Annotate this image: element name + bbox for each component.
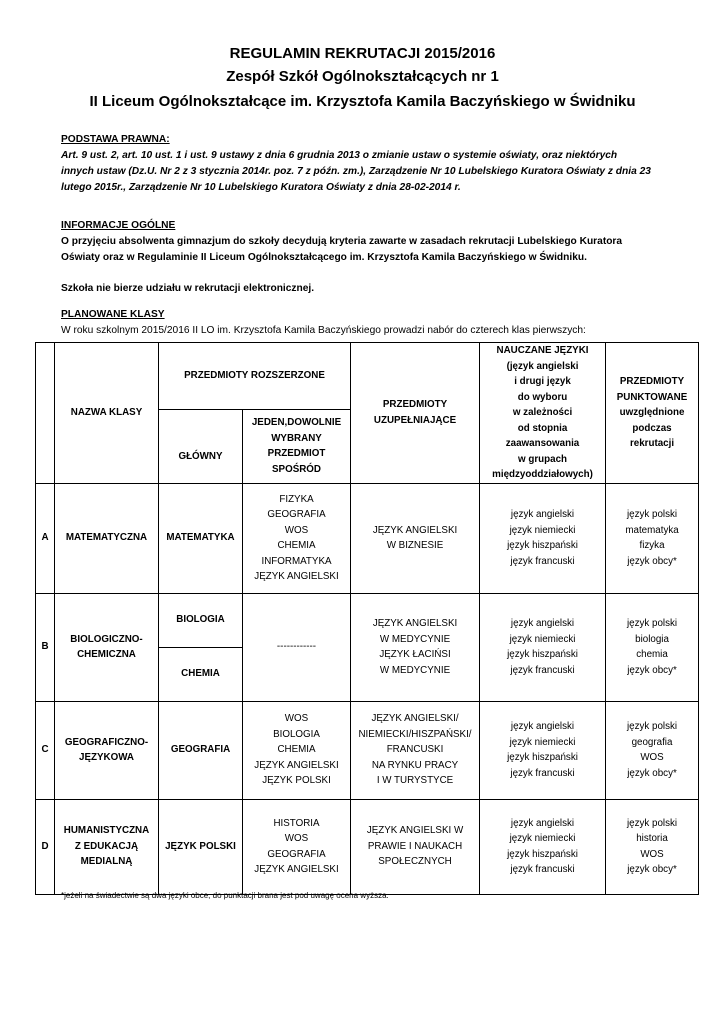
- header-class-name: NAZWA KLASY: [55, 343, 159, 484]
- document-title: REGULAMIN REKRUTACJI 2015/2016: [229, 45, 496, 62]
- class-letter: C: [36, 701, 55, 799]
- electronic-recruitment-note: Szkoła nie bierze udziału w rekrutacji elektronicznej.: [61, 283, 315, 294]
- table-row: [36, 593, 699, 647]
- general-info-line: Oświaty oraz w Regulaminie II Liceum Ogólnokształcącego im. Krzysztofa Kamila Baczyńskiego w Świdniku.: [61, 252, 587, 263]
- school-name: Zespół Szkół Ogólnokształcących nr 1: [226, 68, 499, 85]
- class-name: HUMANISTYCZNA Z EDUKACJĄ MEDIALNĄ: [55, 799, 159, 894]
- liceum-name: II Liceum Ogólnokształcące im. Krzysztofa Kamila Baczyńskiego w Świdniku: [89, 93, 636, 110]
- header-main-subject: GŁÓWNY: [159, 410, 243, 483]
- chosen-subjects: ------------: [243, 593, 351, 701]
- planned-classes-section: [61, 307, 701, 339]
- header-letter-cell: [36, 343, 55, 484]
- general-info-line: O przyjęciu absolwenta gimnazjum do szkoły decydują kryteria zawarte w zasadach rekrutacji Lubelskiego Kuratora: [61, 236, 623, 247]
- legal-basis-section: [61, 132, 661, 196]
- legal-basis-line: lutego 2015r., Zarządzenie Nr 10 Lubelskiego Kuratora Oświaty z dnia 28-02-2014 r.: [61, 182, 461, 193]
- table-row: [36, 799, 699, 894]
- table-row: [36, 701, 699, 799]
- planned-classes-heading: PLANOWANE KLASY: [61, 309, 165, 320]
- general-info-heading: INFORMACJE OGÓLNE: [61, 220, 176, 231]
- chosen-subjects: FIZYKA GEOGRAFIA WOS CHEMIA INFORMATYKA JĘZYK ANGIELSKI: [243, 483, 351, 593]
- class-letter: B: [36, 593, 55, 701]
- legal-basis-heading: PODSTAWA PRAWNA:: [61, 134, 170, 145]
- class-name: BIOLOGICZNO- CHEMICZNA: [55, 593, 159, 701]
- scored-subjects: język polski geografia WOS język obcy*: [606, 701, 699, 799]
- legal-basis-line: Art. 9 ust. 2, art. 10 ust. 1 i ust. 9 ustawy z dnia 6 grudnia 2013 o zmianie ustaw o systemie oświaty, oraz niektórych: [61, 150, 618, 161]
- main-subject: CHEMIA: [159, 647, 243, 701]
- table-row: [36, 483, 699, 593]
- chosen-subjects: HISTORIA WOS GEOGRAFIA JĘZYK ANGIELSKI: [243, 799, 351, 894]
- header-scored-subjects: PRZEDMIOTY PUNKTOWANE uwzględnione podczas rekrutacji: [606, 343, 699, 484]
- main-subject: JĘZYK POLSKI: [159, 799, 243, 894]
- footnote: *jeżeli na świadectwie są dwa języki obce, do punktacji brana jest pod uwagę ocena wyższa.: [61, 891, 389, 900]
- supplementary-subjects: JĘZYK ANGIELSKI W BIZNESIE: [351, 483, 480, 593]
- scored-subjects: język polski biologia chemia język obcy*: [606, 593, 699, 701]
- header-supplementary-subjects: PRZEDMIOTY UZUPEŁNIAJĄCE: [351, 343, 480, 484]
- planned-classes-intro: W roku szkolnym 2015/2016 II LO im. Krzysztofa Kamila Baczyńskiego prowadzi nabór do czterech klas pierwszych:: [61, 325, 586, 336]
- general-info-section: [61, 218, 661, 266]
- main-subject: MATEMATYKA: [159, 483, 243, 593]
- taught-languages: język angielski język niemiecki język hiszpański język francuski: [480, 593, 606, 701]
- class-letter: D: [36, 799, 55, 894]
- taught-languages: język angielski język niemiecki język hiszpański język francuski: [480, 799, 606, 894]
- class-name: MATEMATYCZNA: [55, 483, 159, 593]
- taught-languages: język angielski język niemiecki język hiszpański język francuski: [480, 701, 606, 799]
- main-subject: BIOLOGIA: [159, 593, 243, 647]
- taught-languages: język angielski język niemiecki język hiszpański język francuski: [480, 483, 606, 593]
- scored-subjects: język polski historia WOS język obcy*: [606, 799, 699, 894]
- scored-subjects: język polski matematyka fizyka język obcy*: [606, 483, 699, 593]
- chosen-subjects: WOS BIOLOGIA CHEMIA JĘZYK ANGIELSKI JĘZYK POLSKI: [243, 701, 351, 799]
- header-taught-languages: NAUCZANE JĘZYKI (język angielski i drugi język do wyboru w zależności od stopnia zaawansowania w grupach międzyoddziałowych): [480, 343, 606, 484]
- supplementary-subjects: JĘZYK ANGIELSKI W MEDYCYNIE JĘZYK ŁACIŃSI W MEDYCYNIE: [351, 593, 480, 701]
- classes-table: [35, 342, 699, 895]
- supplementary-subjects: JĘZYK ANGIELSKI W PRAWIE I NAUKACH SPOŁECZNYCH: [351, 799, 480, 894]
- header-chosen-subject: JEDEN,DOWOLNIE WYBRANY PRZEDMIOT SPOŚRÓD: [243, 410, 351, 483]
- main-subject: GEOGRAFIA: [159, 701, 243, 799]
- legal-basis-line: innych ustaw (Dz.U. Nr 2 z 3 stycznia 2014r. poz. 7 z późn. zm.), Zarządzenie Nr 10 Lubelskiego Kuratora Oświaty z dnia 23: [61, 166, 651, 177]
- header-extended-subjects: PRZEDMIOTY ROZSZERZONE: [159, 343, 351, 410]
- class-name: GEOGRAFICZNO- JĘZYKOWA: [55, 701, 159, 799]
- supplementary-subjects: JĘZYK ANGIELSKI/ NIEMIECKI/HISZPAŃSKI/ FRANCUSKI NA RYNKU PRACY I W TURYSTYCE: [351, 701, 480, 799]
- class-letter: A: [36, 483, 55, 593]
